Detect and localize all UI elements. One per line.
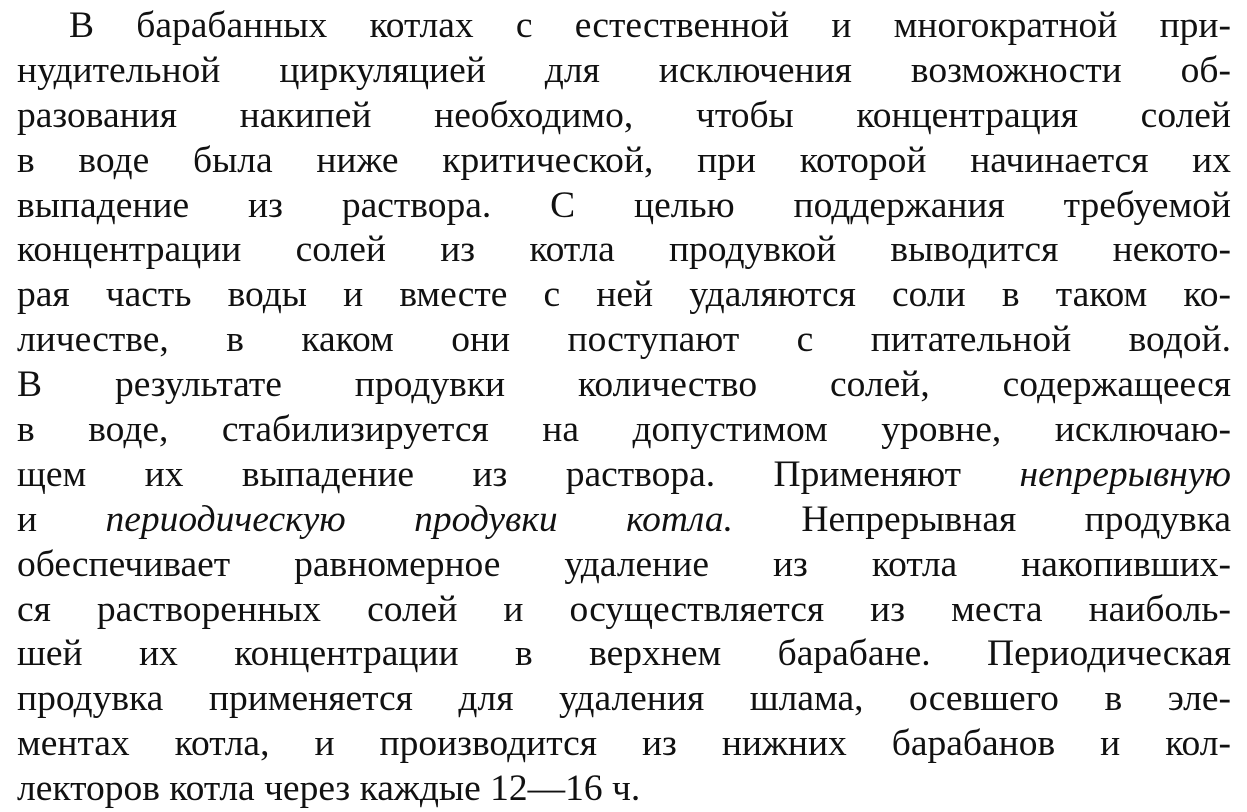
- text-line: в воде, стабилизируется на допустимом уровне, исключаю-: [17, 409, 1231, 451]
- text-line: разования накипей необходимо, чтобы концентрация солей: [17, 94, 1231, 136]
- text-line: В результате продувки количество солей, содержащееся: [17, 364, 1231, 406]
- italic-term: периодическую продувки котла.: [105, 498, 733, 540]
- italic-term: непрерывную: [1019, 453, 1231, 495]
- text-line: шей их концентрации в верхнем барабане. Периодическая: [17, 633, 1231, 675]
- text-line: продувка применяется для удаления шлама, осевшего в эле-: [17, 678, 1231, 720]
- text-segment: и: [17, 498, 106, 540]
- text-line: [17, 453, 1231, 498]
- text-line: обеспечивает равномерное удаление из котла накопивших-: [17, 543, 1231, 585]
- text-line: В барабанных котлах с естественной и многократной при-: [69, 5, 1231, 46]
- text-line: в воде была ниже критической, при которой начинается их: [17, 139, 1231, 181]
- text-line: концентрации солей из котла продувкой выводится некото-: [17, 229, 1231, 271]
- text-line: ся растворенных солей и осуществляется из места наиболь-: [17, 588, 1231, 630]
- paragraph: [17, 4, 1231, 812]
- text-segment: Непрерывная продувка: [732, 498, 1231, 540]
- text-line: [17, 498, 1231, 543]
- text-line: лекторов котла через каждые 12—16 ч.: [17, 768, 641, 810]
- text-line: личестве, в каком они поступают с питательной водой.: [17, 319, 1231, 361]
- text-line: нудительной циркуляцией для исключения возможности об-: [17, 49, 1231, 91]
- text-line: рая часть воды и вместе с ней удаляются соли в таком ко-: [17, 274, 1231, 316]
- text-segment: щем их выпадение из раствора. Применяют: [17, 453, 1020, 495]
- text-line: ментах котла, и производится из нижних барабанов и кол-: [17, 723, 1231, 765]
- text-line: выпадение из раствора. С целью поддержания требуемой: [17, 184, 1231, 226]
